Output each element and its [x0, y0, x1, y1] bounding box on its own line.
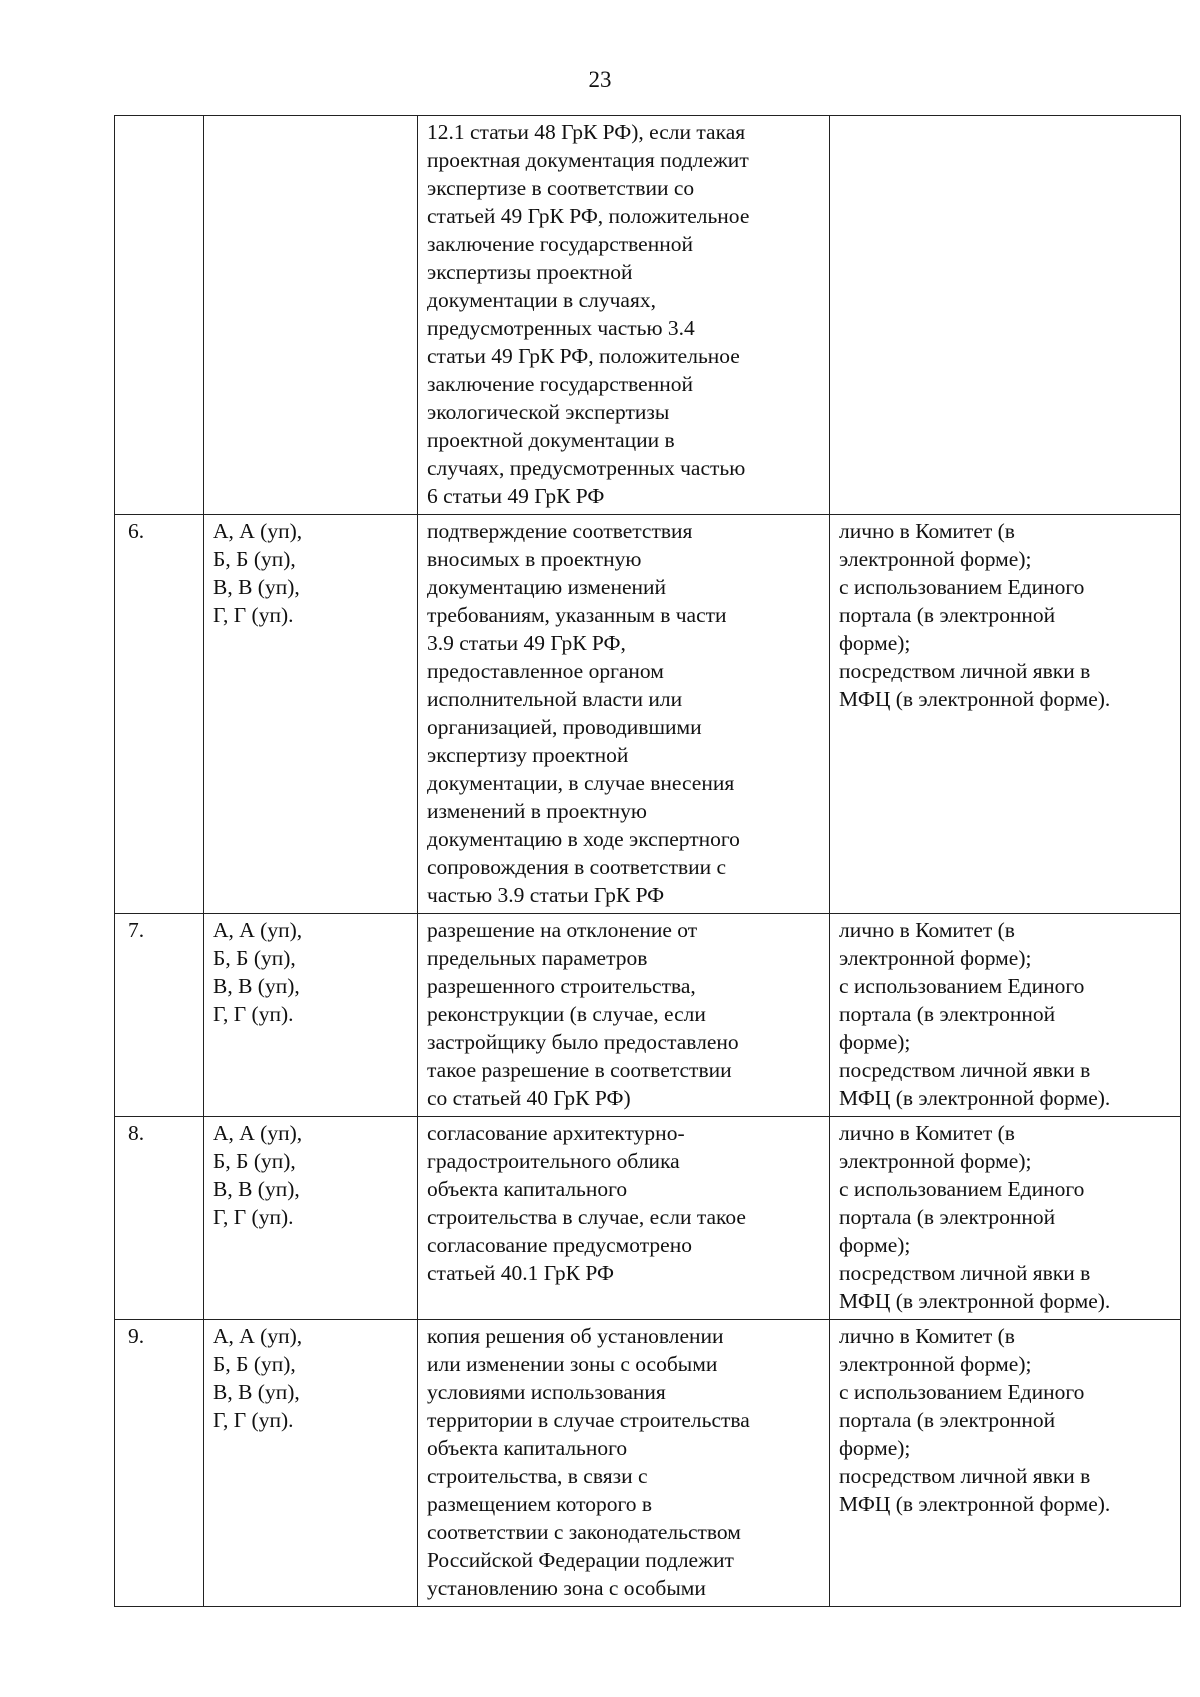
table-row [115, 914, 1181, 1117]
categories-cell: А, А (уп), Б, Б (уп), В, В (уп), Г, Г (уп). [204, 914, 418, 1117]
row-number-cell: 6. [115, 515, 204, 914]
document-cell: подтверждение соответствия вносимых в проектную документацию изменений требованиям, указанным в части 3.9 статьи 49 ГрК РФ, предоставленное органом исполнительной власти или организацией, проводившими экспертизу проектной документации, в случае внесения изменений в проектную документацию в ходе экспертного сопровождения в соответствии с частью 3.9 статьи ГрК РФ [418, 515, 830, 914]
page-number: 23 [588, 67, 612, 92]
document-cell: 12.1 статьи 48 ГрК РФ), если такая проектная документация подлежит экспертизе в соответствии со статьей 49 ГрК РФ, положительное заключение государственной экспертизы проектной документации в случаях, предусмотренных частью 3.4 статьи 49 ГрК РФ, положительное заключение государственной экологической экспертизы проектной документации в случаях, предусмотренных частью 6 статьи 49 ГрК РФ [418, 116, 830, 515]
submission-method-cell [830, 116, 1181, 515]
categories-cell: А, А (уп), Б, Б (уп), В, В (уп), Г, Г (уп). [204, 1117, 418, 1320]
categories-cell: А, А (уп), Б, Б (уп), В, В (уп), Г, Г (уп). [204, 1320, 418, 1607]
document-cell: согласование архитектурно- градостроительного облика объекта капитального строительства в случае, если такое согласование предусмотрено статьей 40.1 ГрК РФ [418, 1117, 830, 1320]
submission-method-cell: лично в Комитет (в электронной форме); с использованием Единого портала (в электронной форме); посредством личной явки в МФЦ (в электронной форме). [830, 515, 1181, 914]
row-number-cell: 9. [115, 1320, 204, 1607]
row-number-cell [115, 116, 204, 515]
categories-cell [204, 116, 418, 515]
documents-table [114, 115, 1181, 1607]
table-row [115, 116, 1181, 515]
document-cell: разрешение на отклонение от предельных параметров разрешенного строительства, реконструкции (в случае, если застройщику было предоставлено такое разрешение в соответствии со статьей 40 ГрК РФ) [418, 914, 830, 1117]
table-row [115, 1320, 1181, 1607]
submission-method-cell: лично в Комитет (в электронной форме); с использованием Единого портала (в электронной форме); посредством личной явки в МФЦ (в электронной форме). [830, 1320, 1181, 1607]
table-row [115, 1117, 1181, 1320]
row-number-cell: 7. [115, 914, 204, 1117]
submission-method-cell: лично в Комитет (в электронной форме); с использованием Единого портала (в электронной форме); посредством личной явки в МФЦ (в электронной форме). [830, 914, 1181, 1117]
table-row [115, 515, 1181, 914]
categories-cell: А, А (уп), Б, Б (уп), В, В (уп), Г, Г (уп). [204, 515, 418, 914]
document-cell: копия решения об установлении или изменении зоны с особыми условиями использования территории в случае строительства объекта капитального строительства, в связи с размещением которого в соответствии с законодательством Российской Федерации подлежит установлению зона с особыми [418, 1320, 830, 1607]
row-number-cell: 8. [115, 1117, 204, 1320]
submission-method-cell: лично в Комитет (в электронной форме); с использованием Единого портала (в электронной форме); посредством личной явки в МФЦ (в электронной форме). [830, 1117, 1181, 1320]
